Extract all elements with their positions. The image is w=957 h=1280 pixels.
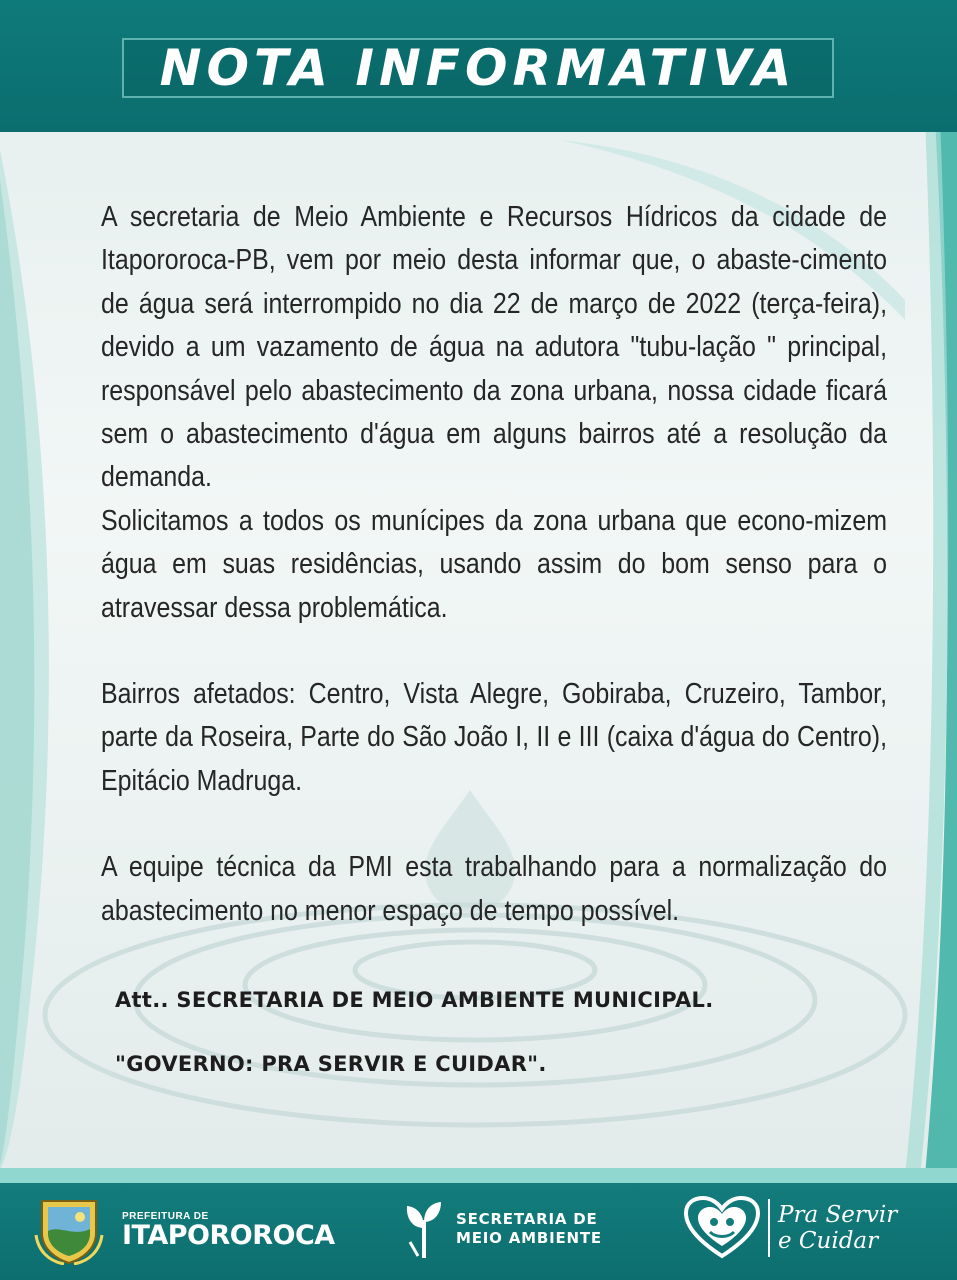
- title-box: [122, 38, 834, 98]
- notice-body: [101, 196, 887, 933]
- slogan-line-1: Pra Servir: [778, 1202, 898, 1228]
- slogan-logo: [684, 1196, 897, 1260]
- paragraph-technical-team: A equipe técnica da PMI esta trabalhando para a normalização do abastecimento no menor espaço de tempo possível.: [101, 851, 888, 927]
- paragraph-request: Solicitamos a todos os munícipes da zona urbana que econo-mizem água em suas residências, usando assim do bom senso para o atravessar dessa problemática.: [101, 504, 888, 624]
- paragraph-announcement: A secretaria de Meio Ambiente e Recursos Hídricos da cidade de Itapororoca-PB, vem por meio desta informar que, o abaste-cimento de água será interrompido no dia 22 de março de 2022 (terça-feira), devido a um vazamento de água na adutora "tubu-lação " principal, responsável pelo abastecimento da zona urbana, nossa cidade ficará sem o abastecimento d'água em alguns bairros até a resolução da demanda.: [101, 201, 888, 494]
- signature-secretaria: Att.. SECRETARIA DE MEIO AMBIENTE MUNICIPAL.: [115, 988, 714, 1012]
- prefeitura-label: PREFEITURA DE: [122, 1210, 209, 1222]
- footer-stripe: [0, 1168, 957, 1184]
- heart-hands-icon: [684, 1196, 760, 1260]
- paragraph-affected-neighborhoods: Bairros afetados: Centro, Vista Alegre, Gobiraba, Cruzeiro, Tambor, parte da Roseira, Parte do São João I, II e III (caixa d'água do Centro), Epitácio Madruga.: [101, 678, 888, 797]
- city-name: ITAPOROROCA: [122, 1219, 335, 1251]
- sprout-icon: [404, 1198, 444, 1260]
- secretaria-line-1: SECRETARIA DE: [456, 1210, 598, 1228]
- prefeitura-logo: [34, 1195, 335, 1265]
- secretaria-line-2: MEIO AMBIENTE: [456, 1229, 602, 1247]
- slogan-line-2: e Cuidar: [778, 1228, 879, 1254]
- secretaria-logo: [404, 1198, 602, 1260]
- water-ripple: [45, 905, 905, 1125]
- coat-of-arms-icon: [34, 1195, 104, 1265]
- slogan-divider: [768, 1199, 770, 1257]
- page-title: NOTA INFORMATIVA: [159, 39, 797, 97]
- signature-slogan: "GOVERNO: PRA SERVIR E CUIDAR".: [115, 1052, 547, 1076]
